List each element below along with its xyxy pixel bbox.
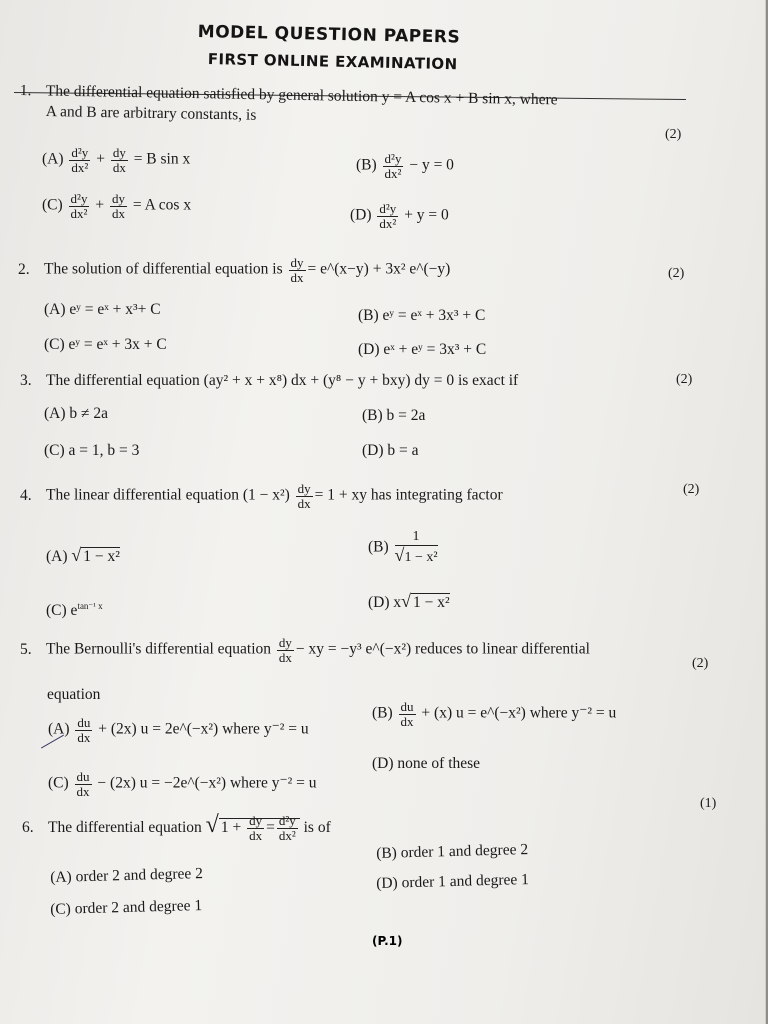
question-4: 4. The linear differential equation (1 − x²) $\frac{dy}{dx}$ = 1 + xy has integrating factor <box>20 481 503 511</box>
q6-option-c: (C) order 2 and degree 1 <box>49 897 203 918</box>
question-1-marks: (2) <box>665 127 682 142</box>
q4-option-d: (D) x√ 1 − x² <box>368 591 450 611</box>
q2-option-c: (C) eʸ = eˣ + 3x + C <box>44 336 167 353</box>
q4-option-a: (A) √ 1 − x² <box>46 545 120 565</box>
question-5-line2: equation <box>47 686 101 703</box>
q1-option-b: (B) $\frac{\text{d²y}}{\text{dx²}}$ − y = 0 <box>356 151 454 181</box>
question-6-marks: (1) <box>700 796 717 811</box>
q1-option-c: (C) $\frac{\text{d²y}}{\text{dx²}}$ + $\frac{dy}{dx}$ = A cos x <box>42 191 192 221</box>
q6-option-a: (A) order 2 and degree 2 <box>49 865 204 886</box>
q5-option-d: (D) none of these <box>372 755 481 772</box>
page-subtitle: FIRST ONLINE EXAMINATION <box>207 50 458 74</box>
q3-option-c: (C) a = 1, b = 3 <box>44 442 140 459</box>
q2-option-a: (A) eʸ = eˣ + x³+ C <box>44 301 161 318</box>
question-6: 6. The differential equation √ 1 + $\frac{dy}{dx}$ = $\frac{\text{d²y}}{\text{dx²}}$ is of <box>22 812 331 843</box>
q1-option-d: (D) $\frac{\text{d²y}}{\text{dx²}}$ + y = 0 <box>350 201 449 231</box>
q3-option-a: (A) b ≠ 2a <box>44 405 109 422</box>
question-5-marks: (2) <box>692 656 709 671</box>
q5-option-c: (C) $\frac{du}{dx}$ − (2x) u = −2e^(−x²) where y⁻² = u <box>48 769 317 799</box>
question-5: 5. The Bernoulli's differential equation $\frac{dy}{dx}$ − xy = −y³ e^(−x²) reduces to linear differential <box>20 635 590 665</box>
question-2: 2. The solution of differential equation is $\frac{dy}{dx}$ = e^(x−y) + 3x² e^(−y) <box>18 255 451 285</box>
q3-option-b: (B) b = 2a <box>362 407 426 424</box>
q2-option-b: (B) eʸ = eˣ + 3x³ + C <box>358 307 486 324</box>
page-title: MODEL QUESTION PAPERS <box>197 22 461 48</box>
q6-option-b: (B) order 1 and degree 2 <box>375 841 529 862</box>
page-number: (P.1) <box>372 934 403 948</box>
option-label: (A) <box>42 150 64 168</box>
q2-option-d: (D) eˣ + eʸ = 3x³ + C <box>358 341 487 358</box>
q5-option-b: (B) $\frac{du}{dx}$ + (x) u = e^(−x²) where y⁻² = u <box>372 699 617 729</box>
question-3-marks: (2) <box>676 372 693 387</box>
q5-option-a: (A) $\frac{du}{dx}$ + (2x) u = 2e^(−x²) where y⁻² = u <box>48 715 309 745</box>
question-4-marks: (2) <box>683 482 700 497</box>
question-3: 3. The differential equation (ay² + x + x⁸) dx + (y⁸ − y + bxy) dy = 0 is exact if <box>20 372 519 389</box>
q3-option-d: (D) b = a <box>362 442 419 459</box>
q6-option-d: (D) order 1 and degree 1 <box>375 871 530 892</box>
question-1-line2: A and B are arbitrary constants, is <box>45 103 257 124</box>
q4-option-b: (B) $\frac{1}{\text{√1 − x²}}$ <box>368 529 438 565</box>
question-text: The differential equation satisfied by general solution y = A cos x + B sin x, where <box>45 82 558 109</box>
question-number: 1. <box>19 82 32 100</box>
q4-option-c: (C) $e^{tan^{-1} x}$ <box>46 601 103 620</box>
question-2-marks: (2) <box>668 266 685 281</box>
q1-option-a: (A) $\frac{\text{d²y}}{\text{dx²}}$ + $\frac{dy}{dx}$ = B sin x <box>42 145 191 175</box>
